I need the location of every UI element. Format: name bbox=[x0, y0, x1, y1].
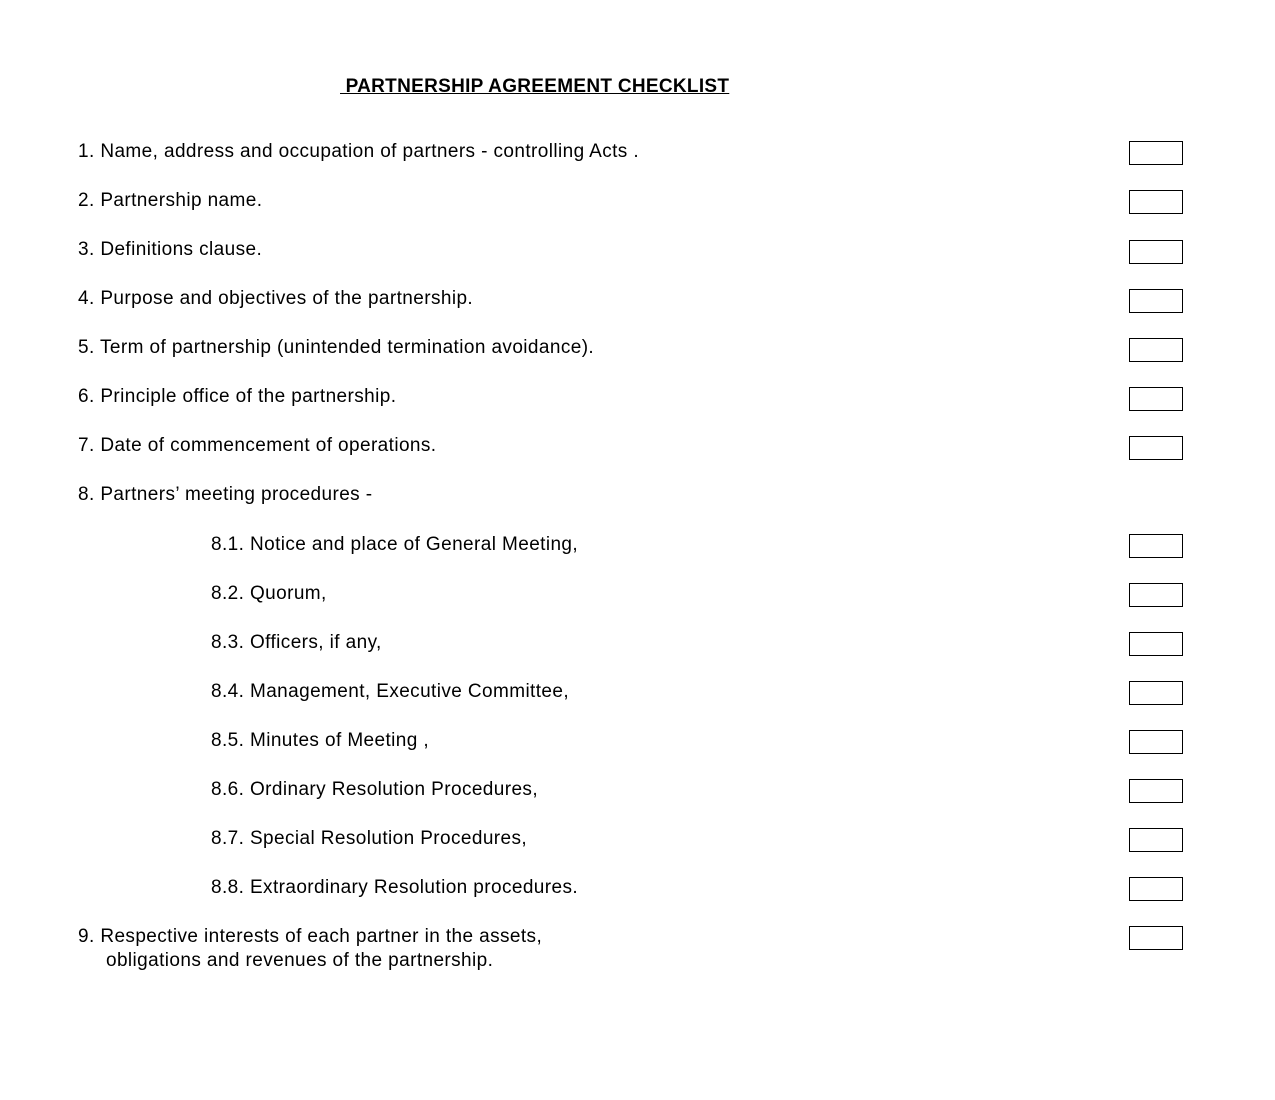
checkbox-item-3[interactable] bbox=[1129, 240, 1183, 264]
checkbox-item-8-4[interactable] bbox=[1129, 681, 1183, 705]
checklist-item-8-4 bbox=[211, 680, 569, 704]
item-number: 5. bbox=[78, 337, 95, 358]
item-text: Definitions clause. bbox=[100, 239, 263, 260]
checkbox-item-2[interactable] bbox=[1129, 190, 1183, 214]
checkbox-item-8-5[interactable] bbox=[1129, 730, 1183, 754]
checkbox-item-8-2[interactable] bbox=[1129, 583, 1183, 607]
checkbox-item-7[interactable] bbox=[1129, 436, 1183, 460]
item-number: 8. bbox=[78, 484, 95, 505]
page-title: PARTNERSHIP AGREEMENT CHECKLIST bbox=[340, 76, 730, 97]
checkbox-item-9[interactable] bbox=[1129, 926, 1183, 950]
checklist-item-8-7 bbox=[211, 827, 527, 851]
checklist-item-2 bbox=[78, 189, 262, 213]
item-text: Term of partnership (unintended termination avoidance). bbox=[100, 337, 595, 358]
checkbox-item-8-3[interactable] bbox=[1129, 632, 1183, 656]
item-number: 8.8. bbox=[211, 877, 245, 898]
item-number: 8.6. bbox=[211, 779, 245, 800]
checkbox-item-8-8[interactable] bbox=[1129, 877, 1183, 901]
item-number: 6. bbox=[78, 386, 95, 407]
checklist-item-8 bbox=[78, 483, 372, 507]
item-number: 3. bbox=[78, 239, 95, 260]
item-text: Minutes of Meeting , bbox=[249, 730, 430, 751]
checklist-item-4 bbox=[78, 287, 473, 311]
checklist-item-8-8 bbox=[211, 876, 578, 900]
checklist-item-3 bbox=[78, 238, 262, 262]
checkbox-item-5[interactable] bbox=[1129, 338, 1183, 362]
item-text: Officers, if any, bbox=[249, 632, 382, 653]
checkbox-item-1[interactable] bbox=[1129, 141, 1183, 165]
item-text: Purpose and objectives of the partnership. bbox=[100, 288, 474, 309]
checklist-item-8-3 bbox=[211, 631, 382, 655]
checkbox-item-4[interactable] bbox=[1129, 289, 1183, 313]
checklist-item-7 bbox=[78, 434, 436, 458]
item-number: 2. bbox=[78, 190, 95, 211]
checkbox-item-8-7[interactable] bbox=[1129, 828, 1183, 852]
checklist-item-8-2 bbox=[211, 582, 327, 606]
checkbox-item-8-1[interactable] bbox=[1129, 534, 1183, 558]
item-number: 8.7. bbox=[211, 828, 245, 849]
checklist-item-9 bbox=[78, 925, 542, 973]
checklist-item-8-1 bbox=[211, 533, 578, 557]
checklist-item-8-5 bbox=[211, 729, 429, 753]
item-number: 8.1. bbox=[211, 534, 245, 555]
item-text: Ordinary Resolution Procedures, bbox=[249, 779, 539, 800]
item-text-continued: obligations and revenues of the partnership. bbox=[106, 950, 494, 971]
checkbox-item-6[interactable] bbox=[1129, 387, 1183, 411]
item-text: Partnership name. bbox=[100, 190, 263, 211]
item-number: 8.3. bbox=[211, 632, 245, 653]
item-number: 1. bbox=[78, 141, 95, 162]
item-number: 9. bbox=[78, 926, 95, 947]
item-text: Date of commencement of operations. bbox=[100, 435, 437, 456]
item-text: Extraordinary Resolution procedures. bbox=[249, 877, 579, 898]
checklist-item-1 bbox=[78, 140, 639, 164]
checklist-item-6 bbox=[78, 385, 396, 409]
item-number: 4. bbox=[78, 288, 95, 309]
item-text: Special Resolution Procedures, bbox=[249, 828, 528, 849]
item-text: Name, address and occupation of partners - controlling Acts . bbox=[100, 141, 640, 162]
item-text: Principle office of the partnership. bbox=[100, 386, 397, 407]
checkbox-item-8-6[interactable] bbox=[1129, 779, 1183, 803]
item-text: Quorum, bbox=[249, 583, 327, 604]
item-number: 7. bbox=[78, 435, 95, 456]
item-text: Partners’ meeting procedures - bbox=[100, 484, 373, 505]
item-number: 8.2. bbox=[211, 583, 245, 604]
item-text: Management, Executive Committee, bbox=[249, 681, 570, 702]
item-text: Notice and place of General Meeting, bbox=[249, 534, 579, 555]
item-number: 8.5. bbox=[211, 730, 245, 751]
item-text: Respective interests of each partner in the assets, bbox=[100, 926, 543, 947]
checklist-item-5 bbox=[78, 336, 594, 360]
item-number: 8.4. bbox=[211, 681, 245, 702]
checklist-item-8-6 bbox=[211, 778, 538, 802]
